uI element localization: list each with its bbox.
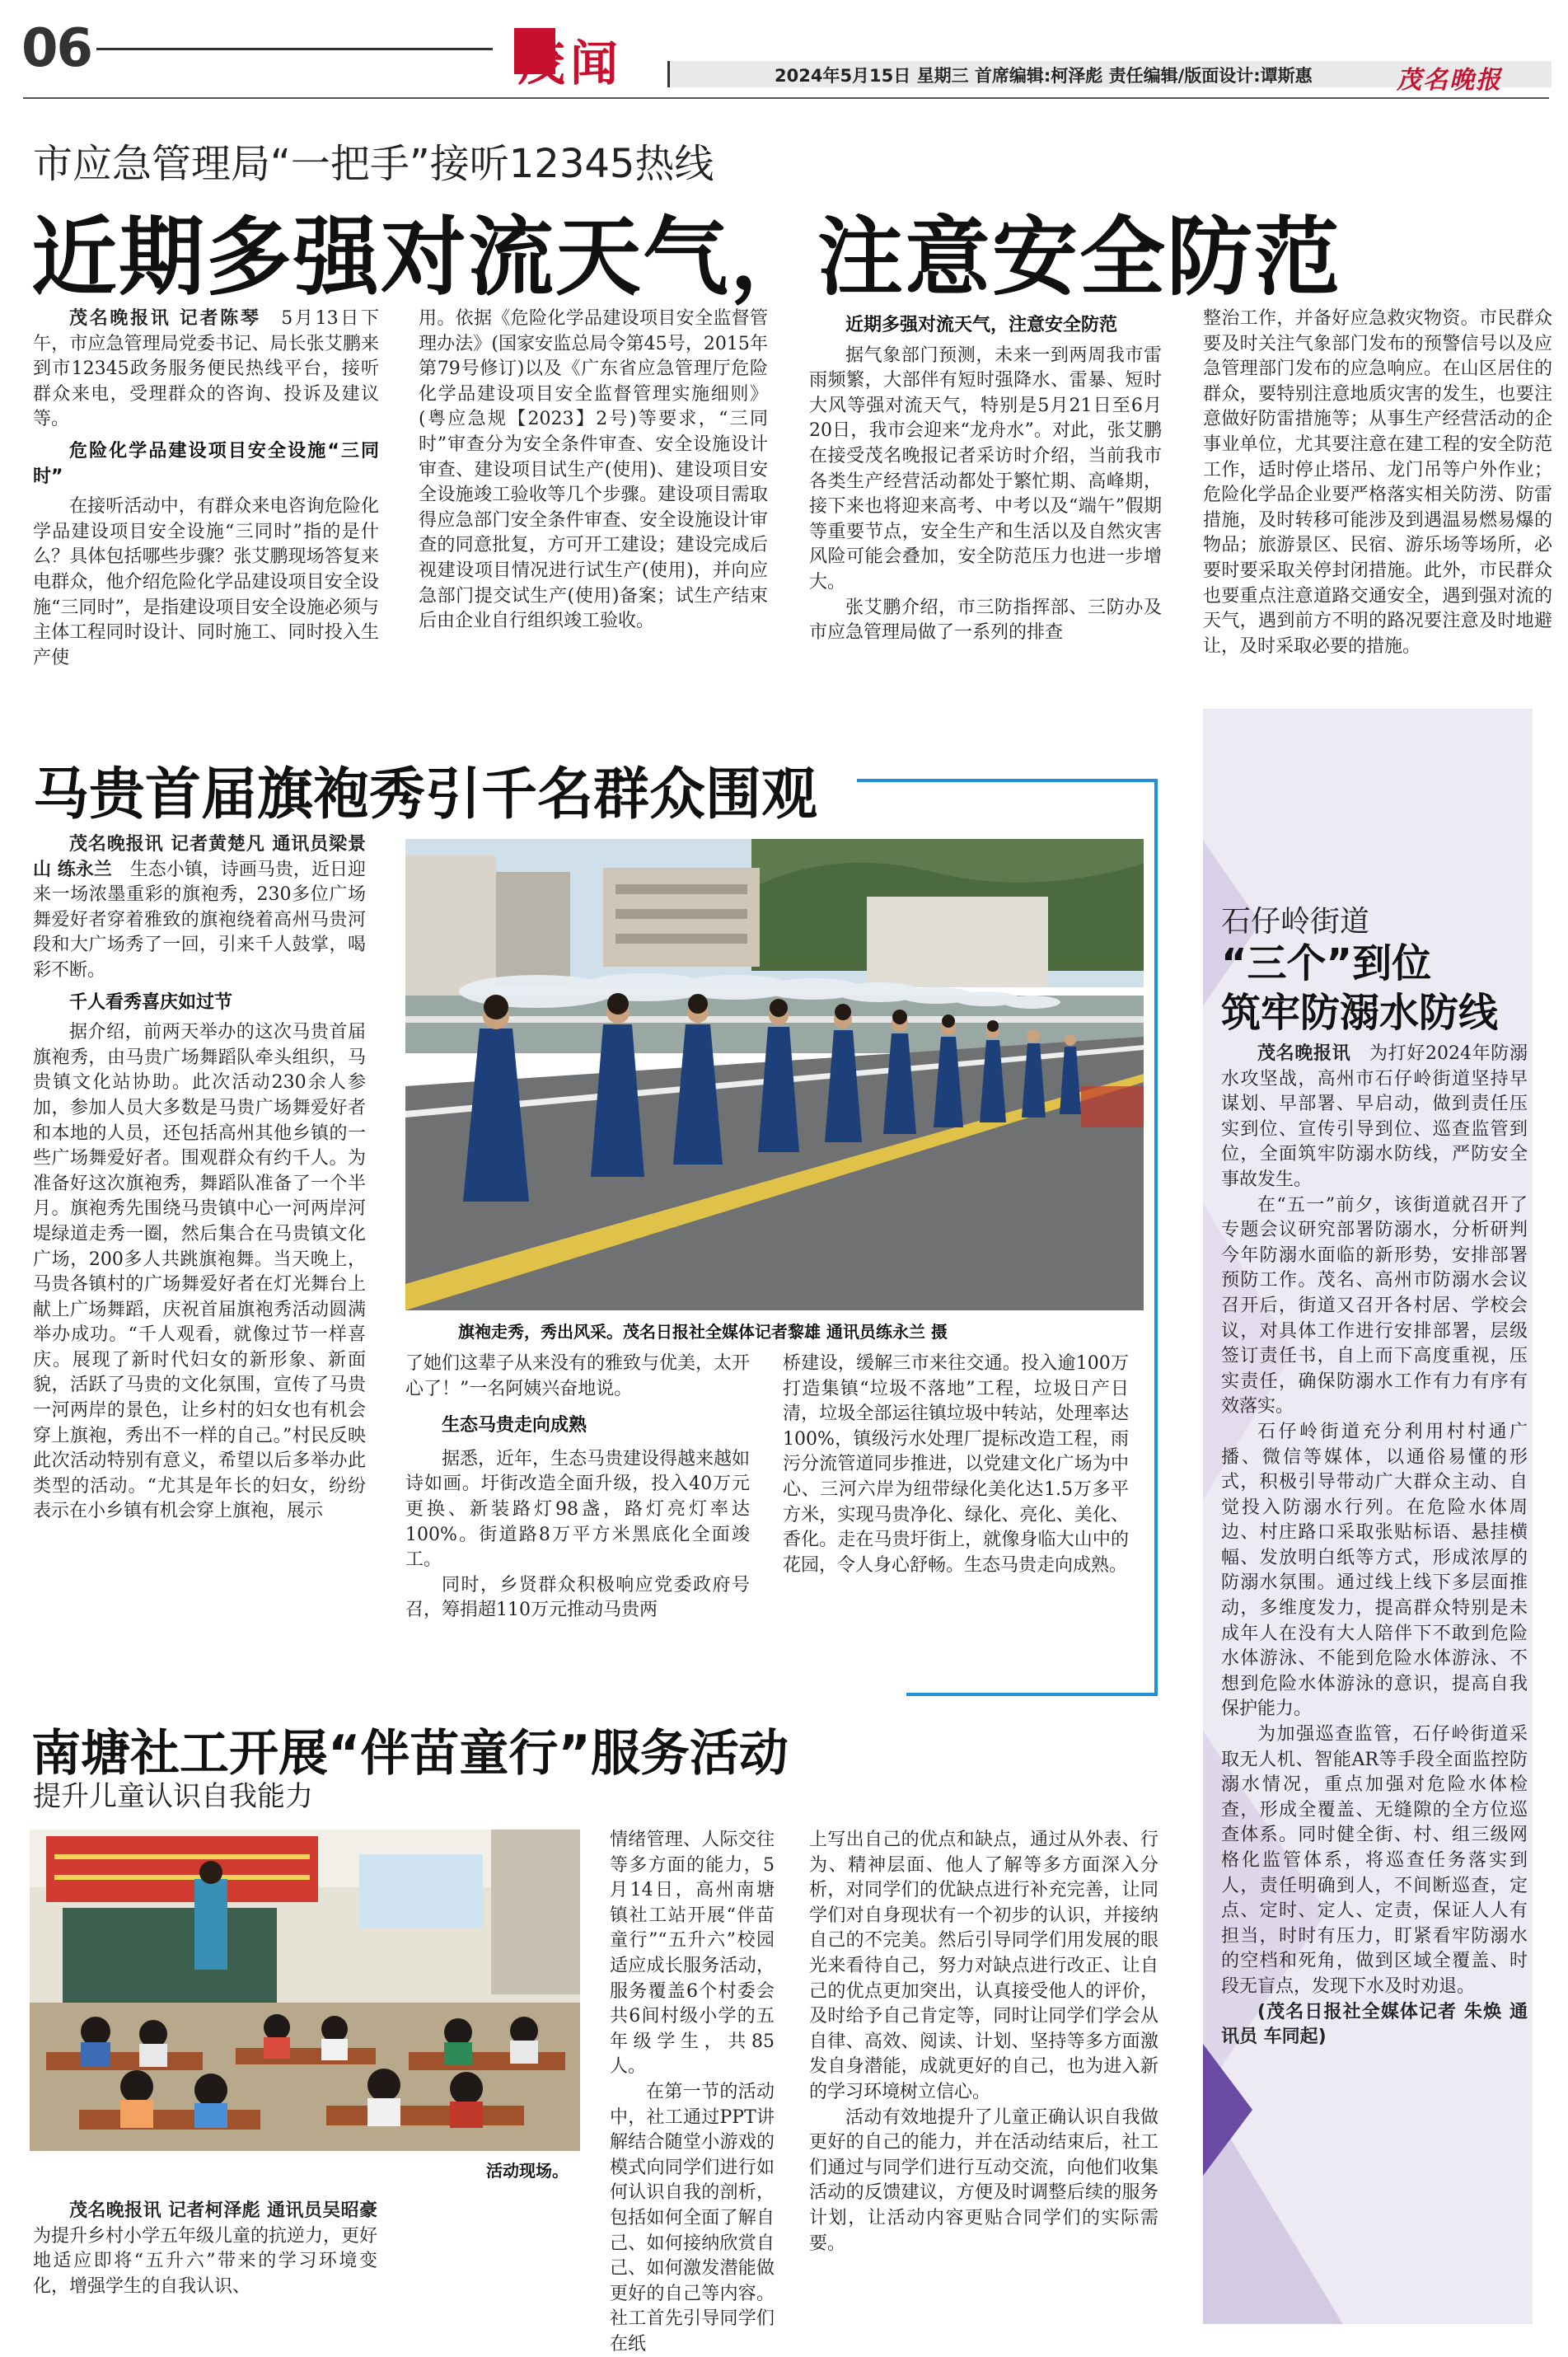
header-info: 2024年5月15日 星期三 首席编辑:柯泽彪 责任编辑/版面设计:谭斯惠: [775, 66, 1313, 86]
article2-title: 马贵首届旗袍秀引千名群众围观: [33, 762, 818, 827]
article1-col3-text1: 据气象部门预测，未来一到两周我市雷雨频繁，大部伴有短时强降水、雷暴、短时大风等强对流天气，特别是5月21日至6月20日，我市会迎来“龙舟水”。对此，张艾鹏在接受茂名晚报记者采访时介绍，当前我市各类生产经营活动都处于繁忙期、高峰期，接下来也将迎来高考、中考以及“端午”假期等重要节点，安全生产和生活以及自然灾害风险可能会叠加，安全防范压力也进一步增大。: [809, 344, 1162, 593]
newspaper-logo: 茂名晚报: [1397, 66, 1502, 95]
article3-col3-text1: 上写出自己的优点和缺点，通过从外表、行为、精神层面、他人了解等多方面深入分析，对同学们的优缺点进行补充完善，让同学们对自身现状有一个初步的认识，并接纳自己的不完美。然后引导同学们用发展的眼光来看待自己，努力对缺点进行改正、让自己的优点更加突出，认真接受他人的评价，及时给予自己肯定等，同时让同学们学会从自律、高效、阅读、计划、坚持等多方面激发自身潜能，成就更好的自己，也为进入新的学习环境树立信心。: [809, 1830, 1158, 2102]
sidebar-text2: 在“五一”前夕，该街道就召开了专题会议研究部署防溺水，分析研判今年防溺水面临的新形势，安排部署预防工作。茂名、高州市防溺水会议召开后，街道又召开各村居、学校会议，对具体工作进行安排部署，层级签订责任书，自上而下高度重视，压实责任，确保防溺水工作有力有序有效落实。: [1221, 1194, 1528, 1417]
article3-col2-text1: 情绪管理、人际交往等多方面的能力，5月14日，高州南塘镇社工站开展“伴苗童行”“五升六”校园适应成长服务活动，服务覆盖6个村委会共6间村级小学的五年级学生，共85人。: [610, 1830, 775, 2078]
qipao-photo-caption: 旗袍走秀，秀出风采。茂名日报社全媒体记者黎雄 通讯员练永兰 摄: [458, 1322, 948, 1342]
article3-col3: [809, 1828, 1158, 2322]
article2-intro: 生态小镇，诗画马贵，近日迎来一场浓墨重彩的旗袍秀，230多位广场舞爱好者穿着雅致的旗袍绕着高州马贵河段和大广场秀了一回，引来千人鼓掌，喝彩不断。: [33, 859, 366, 981]
article3-col2: [610, 1828, 775, 2355]
article2-col2-text1: 了她们这辈子从来没有的雅致与优美，太开心了！”一名阿姨兴奋地说。: [405, 1353, 751, 1399]
article1-col1: [33, 307, 379, 694]
article1-col2-text: 用。依据《危险化学品建设项目安全监督管理办法》(国家安监总局令第45号，2015年第79号修订)以及《广东省应急管理厅危险化学品建设项目安全监督管理实施细则》(粤应急规【2023】2号)等要求，“三同时”审查分为安全条件审查、安全设施设计审查、建设项目试生产(使用)、建设项目安全设施竣工验收等几个步骤。建设项目需取得应急部门安全条件审查、安全设施设计审查的同意批复，方可开工建设；建设完成后视建设项目情况进行试生产(使用)，并向应急部门提交试生产(使用)备案；试生产结束后由企业自行组织竣工验收。: [419, 308, 768, 632]
article1-byline: 茂名晚报讯 记者陈琴: [69, 308, 261, 329]
article2-col2: [405, 1352, 750, 1689]
article2-col2-text2: 据悉，近年，生态马贵建设得越来越如诗如画。圩街改造全面升级，投入40万元更换、新装路灯98盏，路灯亮灯率达100%。街道路8万平方米黑底化全面竣工。: [405, 1448, 751, 1571]
classroom-photo-caption: 活动现场。: [486, 2161, 569, 2181]
article3-col1: [33, 2199, 377, 2322]
article1-col3: [809, 307, 1162, 694]
section-badge: [514, 20, 638, 91]
article1-col4: [1203, 307, 1552, 694]
article1-col4-text: 整治工作，并备好应急救灾物资。市民群众要及时关注气象部门发布的预警信号以及应急管理部门发布的应急响应。在山区居住的群众，要特别注意地质灾害的发生，也要注意做好防雷措施等；从事生产经营活动的企事业单位，尤其要注意在建工程的安全防范工作，适时停止塔吊、龙门吊等户外作业；危险化学品企业要严格落实相关防涝、防雷措施，及时转移可能涉及到遇温易燃易爆的物品；旅游景区、民宿、游乐场等场所，必要时要采取关停封闭措施。此外，市民群众也要重点注意道路交通安全，遇到强对流的天气，遇到前方不明的路况要注意及时地避让，及时采取必要的措施。: [1203, 308, 1552, 657]
sidebar-title-line1: “三个”到位: [1221, 940, 1432, 986]
article2-col3: [783, 1352, 1129, 1689]
article3-byline: 茂名晚报讯 记者柯泽彪 通讯员吴昭豪: [69, 2200, 377, 2221]
article3-col3-text2: 活动有效地提升了儿童正确认识自我做更好的自己的能力，并在活动结束后，社工们通过与同学们进行互动交流，向他们收集活动的反馈建议，方便及时调整后续的服务计划，让活动内容更贴合同学们的实际需要。: [809, 2106, 1158, 2254]
sidebar-body: [1221, 1042, 1528, 2146]
article2-subhead1: 千人看秀喜庆如过节: [69, 991, 233, 1013]
article1-intro: 5月13日下午，市应急管理局党委书记、局长张艾鹏来到市12345政务服务便民热线平台，接听群众来电，受理群众的咨询、投诉及建议等。: [33, 308, 379, 430]
sidebar-text3: 石仔岭街道充分利用村村通广播、微信等媒体，以通俗易懂的形式，积极引导带动广大群众主动、自觉投入防溺水行列。在危险水体周边、村庄路口采取张贴标语、悬挂横幅、发放明白纸等方式，形成浓厚的防溺水氛围。通过线上线下多层面推动，多维度发力，提高群众特别是未成年人在没有大人陪伴下不敢到危险水体游泳、不能到危险水体游泳、不想到危险水体游泳的意识，提高自我保护能力。: [1221, 1421, 1528, 1720]
article2-frame-top: [857, 779, 1158, 782]
sidebar-byline: 茂名晚报讯: [1257, 1043, 1351, 1064]
article2-col2-text3: 同时，乡贤群众积极响应党委政府号召，筹捐超110万元推动马贵两: [405, 1574, 750, 1621]
article1-col3-text2: 张艾鹏介绍，市三防指挥部、三防办及市应急管理局做了一系列的排查: [809, 597, 1162, 644]
article2-frame-right: [1154, 779, 1158, 1696]
article1-title: 近期多强对流天气，注意安全防范: [31, 207, 1342, 307]
sidebar-title-line2: 筑牢防溺水防线: [1221, 990, 1499, 1036]
article2-byline: 茂名晚报讯 记者黄楚凡 通讯员梁景山 练永兰: [33, 834, 366, 880]
article3-col2-text2: 在第一节的活动中，社工通过PPT讲解结合随堂小游戏的模式向同学们进行如何认识自我的剖析，包括如何全面了解自己、如何接纳欣赏自己、如何激发潜能做更好的自己等内容。社工首先引导同学们在纸: [610, 2081, 775, 2355]
article2-frame-bottom: [906, 1693, 1158, 1696]
page-number: 06: [20, 18, 96, 79]
article2-col1-text: 据介绍，前两天举办的这次马贵首届旗袍秀，由马贵广场舞蹈队牵头组织，马贵镇文化站协助。此次活动230余人参加，参加人员大多数是马贵广场舞爱好者和本地的人员，还包括高州其他乡镇的一些广场舞爱好者。围观群众有约千人。为准备好这次旗袍秀，舞蹈队准备了一个半月。旗袍秀先围绕马贵镇中心一河两岸河堤绿道走秀一圈，然后集合在马贵镇文化广场，200多人共跳旗袍舞。当天晚上，马贵各镇村的广场舞爱好者在灯光舞台上献上广场舞蹈，庆祝首届旗袍秀活动圆满举办成功。“千人观看，就像过节一样喜庆。展现了新时代妇女的新形象、新面貌，活跃了马贵的文化氛围，宣传了马贵一河两岸的景色，让乡村的妇女也有机会穿上旗袍，秀出不一样的自己。”村民反映此次活动特别有意义，希望以后多举办此类型的活动。“尤其是年长的妇女，纷纷表示在小乡镇有机会穿上旗袍，展示: [33, 1022, 366, 1522]
section-title: 茂闻: [517, 35, 624, 91]
article1-subhead1: 危险化学品建设项目安全设施“三同时”: [33, 440, 379, 487]
sidebar-intro: 为打好2024年防溺水攻坚战，高州市石仔岭街道坚持早谋划、早部署、早启动，做到责任压实到位、宣传引导到位、巡查监管到位，全面筑牢防溺水防线，严防安全事故发生。: [1221, 1043, 1528, 1190]
article2-col1: [33, 832, 366, 1689]
article2-col3-text: 桥建设，缓解三市来往交通。投入逾100万打造集镇“垃圾不落地”工程，垃圾日产日清，垃圾全部运往镇垃圾中转站，处理率达100%，镇级污水处理厂提标改造工程，雨污分流管道同步推进，以党建文化广场为中心、三河六岸为纽带绿化美化达1.5万多平方米，实现马贵净化、绿化、亮化、美化、香化。走在马贵圩街上，就像身临大山中的花园，令人身心舒畅。生态马贵走向成熟。: [783, 1353, 1129, 1576]
classroom-photo-svg: [30, 1830, 580, 2151]
sidebar-credit: (茂名日报社全媒体记者 朱焕 通讯员 车同起): [1221, 2001, 1528, 2048]
sidebar-kicker: 石仔岭街道: [1221, 905, 1370, 939]
article1-subhead2: 近期多强对流天气，注意安全防范: [845, 315, 1118, 335]
sidebar-text4: 为加强巡查监管，石仔岭街道采取无人机、智能AR等手段全面监控防溺水情况，重点加强对危险水体检查，形成全覆盖、无缝隙的全方位巡查体系。同时健全街、村、组三级网格化监管体系，将巡查任务落实到人，责任明确到人，不间断巡查，定点、定时、定人、定责，保证人人有担当，时时有压力，盯紧看牢防溺水的空档和死角，做到区域全覆盖、时段无盲点，发现下水及时劝退。: [1221, 1724, 1528, 1997]
article3-col1-text: 为提升乡村小学五年级儿童的抗逆力，更好地适应即将“五升六”带来的学习环境变化，增强学生的自我认识、: [33, 2225, 378, 2297]
header-rule: [23, 97, 1549, 99]
qipao-photo-svg: [405, 839, 1144, 1310]
article2-subhead2: 生态马贵走向成熟: [442, 1415, 587, 1436]
qipao-show-photo: [405, 839, 1144, 1310]
article1-kicker: 市应急管理局“一把手”接听12345热线: [33, 141, 714, 187]
article1-col2: [419, 307, 768, 694]
article3-title: 南塘社工开展“伴苗童行”服务活动: [31, 1725, 789, 1783]
article1-col1-text: 在接听活动中，有群众来电咨询危险化学品建设项目安全设施“三同时”指的是什么？具体包括哪些步骤？张艾鹏现场答复来电群众，他介绍危险化学品建设项目安全设施“三同时”，是指建设项目安全设施必须与主体工程同时设计、同时施工、同时投入生产使: [33, 496, 379, 668]
classroom-photo: [30, 1830, 580, 2151]
article3-subtitle: 提升儿童认识自我能力: [33, 1780, 313, 1813]
